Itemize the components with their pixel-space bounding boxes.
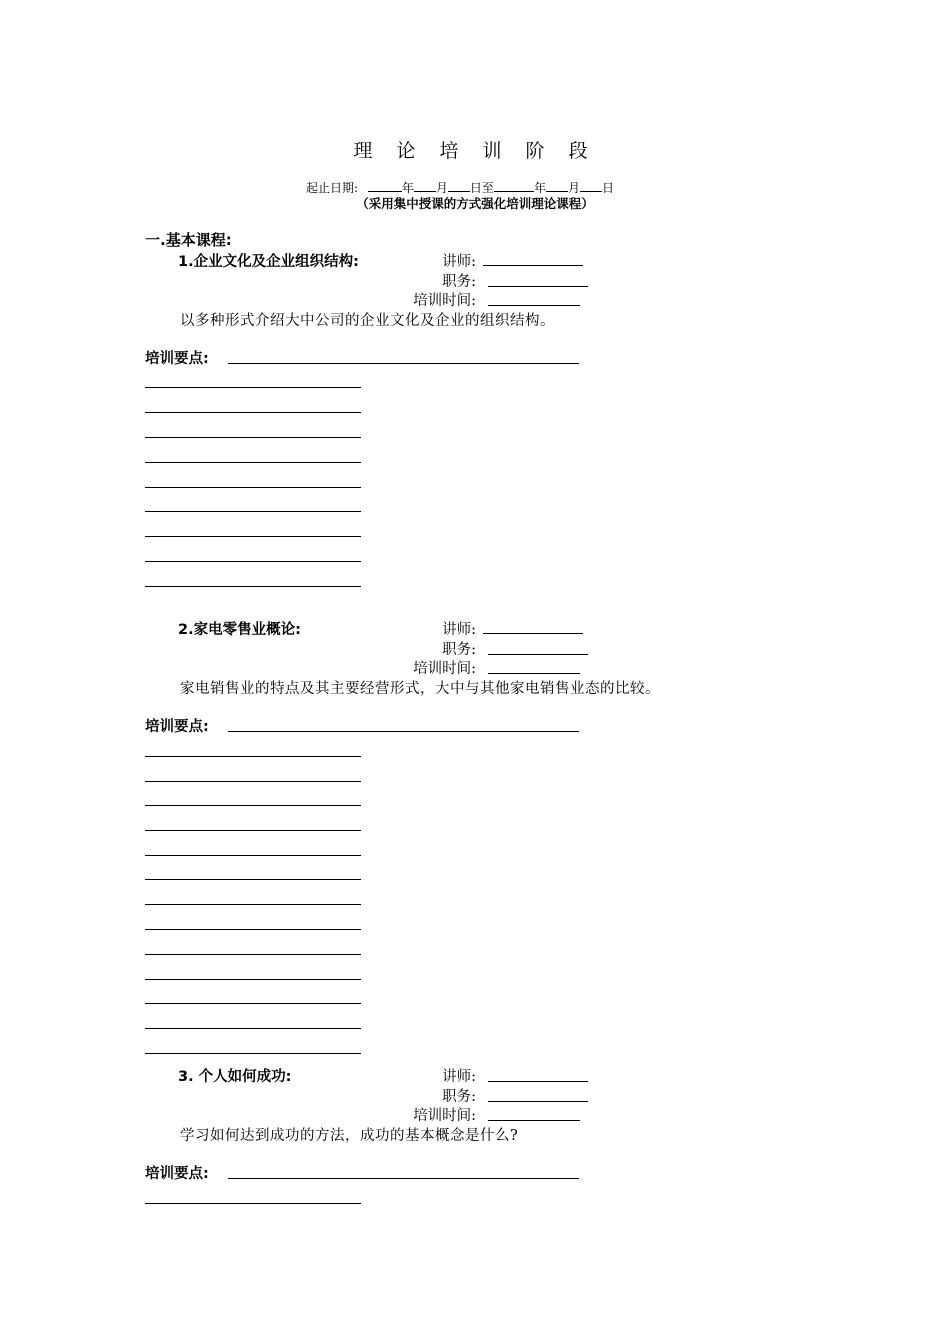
course-3-time-label: 培训时间: [413, 1108, 476, 1124]
end-month-blank[interactable] [546, 178, 568, 192]
course-2-title: 2.家电零售业概论: [178, 622, 301, 638]
course-2-writing-line[interactable] [145, 954, 361, 955]
end-day-blank[interactable] [580, 178, 602, 192]
course-1-lecturer-line[interactable] [483, 265, 583, 266]
course-1-time-label: 培训时间: [413, 293, 476, 309]
course-3-position-line[interactable] [488, 1101, 588, 1102]
course-1-writing-line[interactable] [145, 586, 361, 587]
course-2-time-label: 培训时间: [413, 661, 476, 677]
course-2-lecturer-label: 讲师: [442, 622, 476, 638]
course-2-writing-line[interactable] [145, 781, 361, 782]
course-2-writing-line[interactable] [145, 756, 361, 757]
section-title: 一.基本课程: [145, 231, 232, 249]
course-3-title: 3. 个人如何成功: [178, 1069, 292, 1085]
course-3-time-line[interactable] [488, 1120, 580, 1121]
method-note: （采用集中授课的方式强化培训理论课程） [356, 196, 594, 211]
course-2-writing-line[interactable] [145, 855, 361, 856]
end-year-unit: 年 [533, 181, 546, 195]
start-year-unit: 年 [401, 181, 414, 195]
course-1-writing-line[interactable] [145, 387, 361, 388]
course-2-writing-line[interactable] [145, 979, 361, 980]
course-2-writing-line[interactable] [145, 1053, 361, 1054]
date-range-label: 起止日期: [306, 181, 359, 195]
course-3-key-points-line[interactable] [228, 1178, 579, 1179]
course-1-key-points-line[interactable] [228, 363, 579, 364]
course-2-lecturer-line[interactable] [483, 633, 583, 634]
course-2-time-line[interactable] [488, 673, 580, 674]
course-1-writing-line[interactable] [145, 462, 361, 463]
course-1-writing-line[interactable] [145, 511, 361, 512]
course-1-time-line[interactable] [488, 305, 580, 306]
course-2-position-line[interactable] [488, 654, 588, 655]
start-day-unit: 日 [469, 181, 482, 195]
course-3-lecturer-line[interactable] [488, 1081, 588, 1082]
start-month-blank[interactable] [414, 178, 436, 192]
date-to: 至 [481, 181, 494, 195]
course-2-writing-line[interactable] [145, 1003, 361, 1004]
course-1-title: 1.企业文化及企业组织结构: [178, 254, 359, 270]
course-2-writing-line[interactable] [145, 1028, 361, 1029]
start-month-unit: 月 [435, 181, 448, 195]
start-year-blank[interactable] [368, 178, 402, 192]
course-1-key-points-label: 培训要点: [145, 351, 209, 367]
course-1-writing-line[interactable] [145, 437, 361, 438]
end-month-unit: 月 [567, 181, 580, 195]
course-1-position-line[interactable] [488, 286, 588, 287]
course-1-writing-line[interactable] [145, 487, 361, 488]
course-2-description: 家电销售业的特点及其主要经营形式，大中与其他家电销售业态的比较。 [180, 681, 660, 697]
course-2-writing-line[interactable] [145, 879, 361, 880]
course-3-writing-line[interactable] [145, 1203, 361, 1204]
course-1-description: 以多种形式介绍大中公司的企业文化及企业的组织结构。 [180, 313, 555, 329]
course-2-writing-line[interactable] [145, 830, 361, 831]
end-day-unit: 日 [601, 181, 614, 195]
course-3-key-points-label: 培训要点: [145, 1166, 209, 1182]
course-3-position-label: 职务: [442, 1089, 476, 1105]
course-2-position-label: 职务: [442, 642, 476, 658]
course-1-writing-line[interactable] [145, 536, 361, 537]
course-1-writing-line[interactable] [145, 412, 361, 413]
course-2-writing-line[interactable] [145, 929, 361, 930]
course-2-writing-line[interactable] [145, 805, 361, 806]
course-2-key-points-line[interactable] [228, 731, 579, 732]
course-1-lecturer-label: 讲师: [442, 254, 476, 270]
end-year-blank[interactable] [494, 178, 534, 192]
start-day-blank[interactable] [448, 178, 470, 192]
course-1-writing-line[interactable] [145, 561, 361, 562]
course-3-lecturer-label: 讲师: [442, 1069, 476, 1085]
page-title: 理 论 培 训 阶 段 [353, 140, 597, 162]
course-1-position-label: 职务: [442, 274, 476, 290]
course-2-writing-line[interactable] [145, 904, 361, 905]
course-2-key-points-label: 培训要点: [145, 719, 209, 735]
course-3-description: 学习如何达到成功的方法，成功的基本概念是什么? [180, 1128, 519, 1144]
